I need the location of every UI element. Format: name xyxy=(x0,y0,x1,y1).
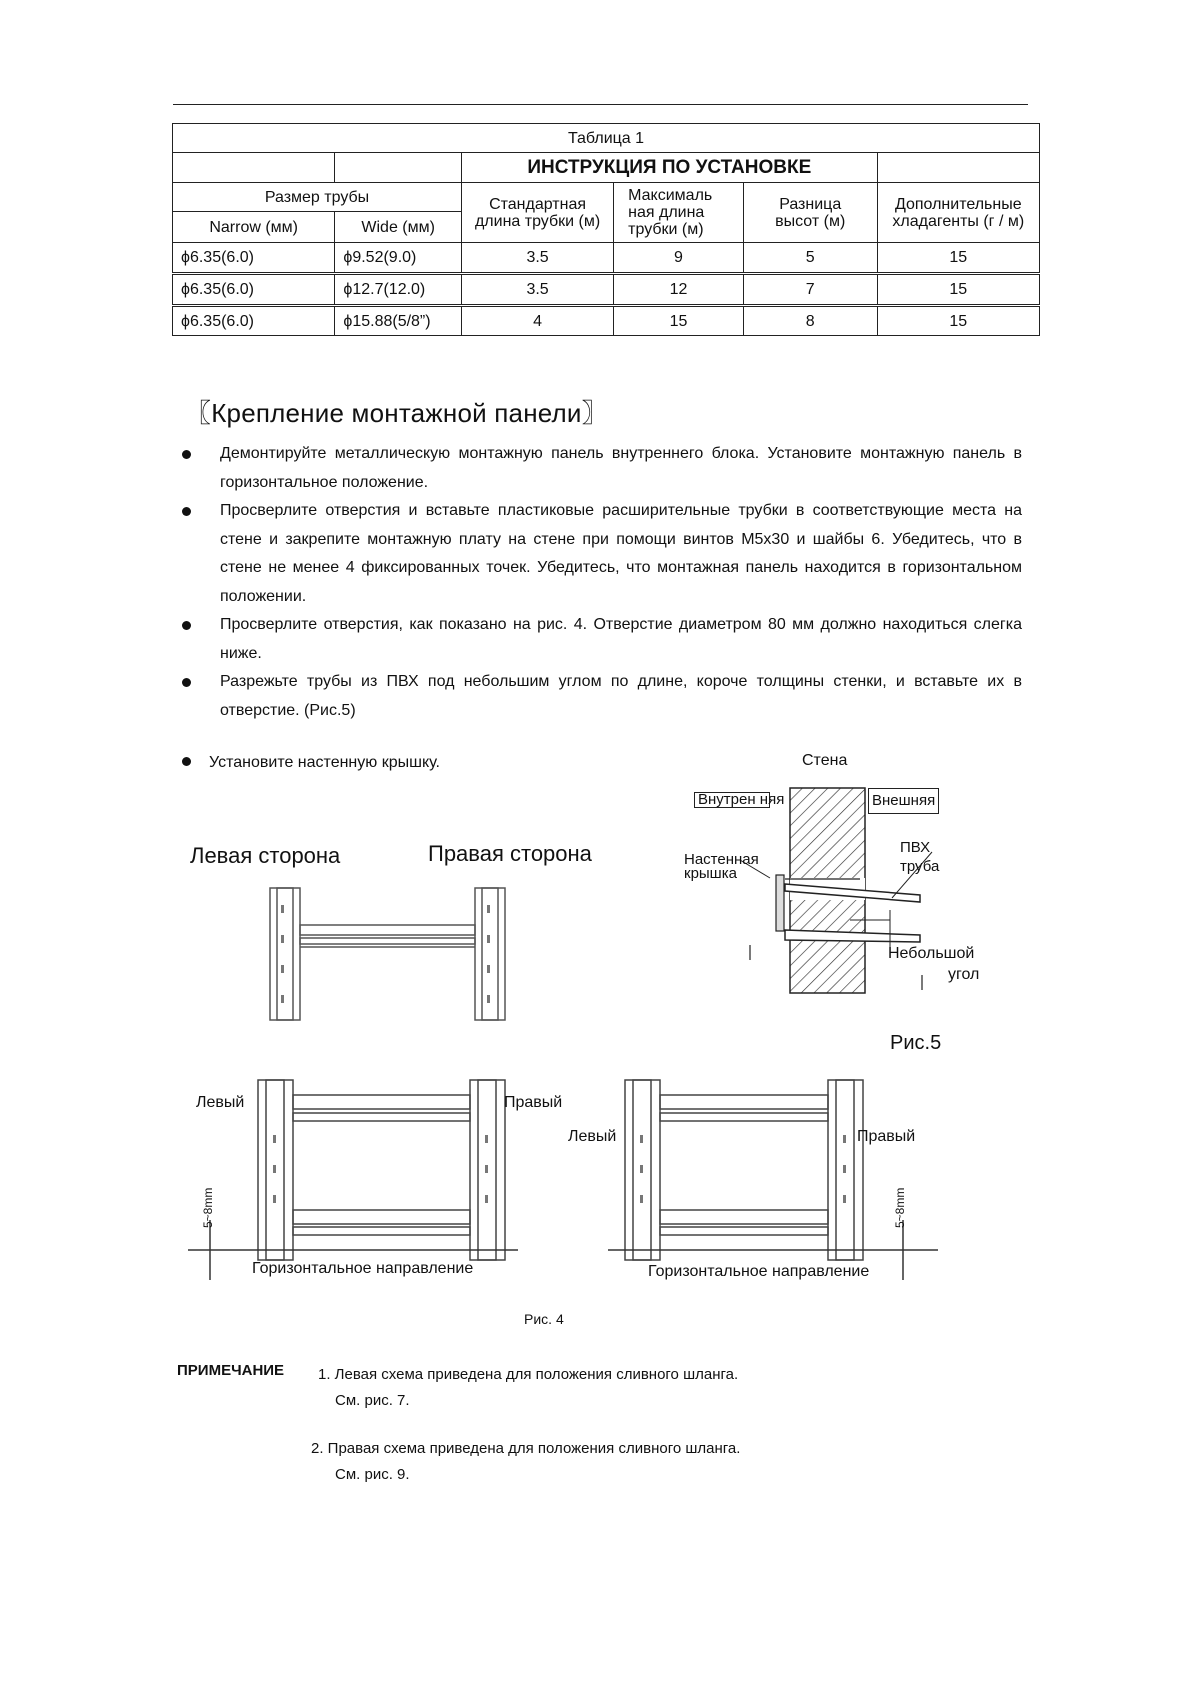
horizontal-direction-label-left: Горизонтальное направление xyxy=(252,1260,474,1277)
fig4-caption: Рис. 4 xyxy=(524,1311,564,1327)
col-height-header: Разница высот (м) xyxy=(743,183,877,243)
small-angle-label: Небольшой угол xyxy=(888,945,980,983)
list-item: Разрежьте трубы из ПВХ под небольшим углом по длине, короче толщины стенки, и вставьте их в отверстие. (Рис.5) xyxy=(178,668,1022,725)
mounting-panel-detail-drawing xyxy=(265,885,515,1025)
top-rule xyxy=(173,104,1028,105)
table-row: ϕ6.35(6.0) ϕ12.7(12.0) 3.5 12 7 15 xyxy=(173,274,1040,306)
instruction-list xyxy=(178,440,1022,725)
fig4-right-label-a: Правый xyxy=(504,1094,563,1111)
horizontal-direction-label-right: Горизонтальное направление xyxy=(648,1263,870,1280)
list-item: Просверлите отверстия и вставьте пластиковые расширительные трубки в соответствующие места на стене и закрепите монтажную плату на стене при помощи винтов M5x30 и шайбы 6. Убедитесь, что в стене не менее 4 фиксированных точек. Убедитесь, что монтажная панель находится в горизонтальном положении. xyxy=(178,497,1022,611)
table-row: ϕ6.35(6.0) ϕ15.88(5/8”) 4 15 8 15 xyxy=(173,306,1040,336)
col-standard-header: Стандартная длина трубки (м) xyxy=(461,183,613,243)
left-side-label: Левая сторона xyxy=(190,843,341,868)
table-caption: Таблица 1 xyxy=(173,124,1040,153)
wall-cover-label: Настенная крышка xyxy=(684,851,759,882)
section-title: 〖Крепление монтажной панели〗 xyxy=(185,398,608,428)
note-item-2: 2. Правая схема приведена для положения сливного шланга. См. рис. 9. xyxy=(311,1440,741,1483)
fig4-panel-drawings xyxy=(188,1075,948,1285)
wall-label: Стена xyxy=(802,752,848,769)
note-item-1: 1. Левая схема приведена для положения сливного шланга. См. рис. 7. xyxy=(318,1366,739,1409)
note-label: ПРИМЕЧАНИЕ xyxy=(177,1362,285,1379)
fig4-left-label-b: Левый xyxy=(568,1128,617,1145)
col-max-header: Максималь ная длина трубки (м) xyxy=(614,183,744,243)
installation-table xyxy=(172,123,1040,336)
pipe-size-header: Размер трубы xyxy=(173,183,462,212)
gap-label-left: 5~8mm xyxy=(201,1187,215,1228)
outer-side-label: Внешняя xyxy=(868,788,939,814)
table-row: ϕ6.35(6.0) ϕ9.52(9.0) 3.5 9 5 15 xyxy=(173,243,1040,274)
bullet-dot xyxy=(182,757,191,766)
fig4-left-label-a: Левый xyxy=(196,1094,245,1111)
gap-label-right: 5~8mm xyxy=(893,1187,907,1228)
list-item-cover: Установите настенную крышку. xyxy=(178,754,440,772)
col-wide-header: Wide (мм) xyxy=(335,212,462,243)
right-side-label: Правая сторона xyxy=(428,841,592,866)
inner-side-label: Внутрен няя xyxy=(694,792,770,808)
col-extra-header: Дополнительные хладагенты (г / м) xyxy=(877,183,1039,243)
col-narrow-header: Narrow (мм) xyxy=(173,212,335,243)
list-item: Демонтируйте металлическую монтажную панель внутреннего блока. Установите монтажную панель в горизонтальное положение. xyxy=(178,440,1022,497)
pvc-pipe-label: ПВХ труба xyxy=(900,839,940,875)
list-item: Просверлите отверстия, как показано на рис. 4. Отверстие диаметром 80 мм должно находиться слегка ниже. xyxy=(178,611,1022,668)
table-title: ИНСТРУКЦИЯ ПО УСТАНОВКЕ xyxy=(461,153,877,183)
fig5-caption: Рис.5 xyxy=(890,1032,942,1054)
fig4-right-label-b: Правый xyxy=(857,1128,916,1145)
